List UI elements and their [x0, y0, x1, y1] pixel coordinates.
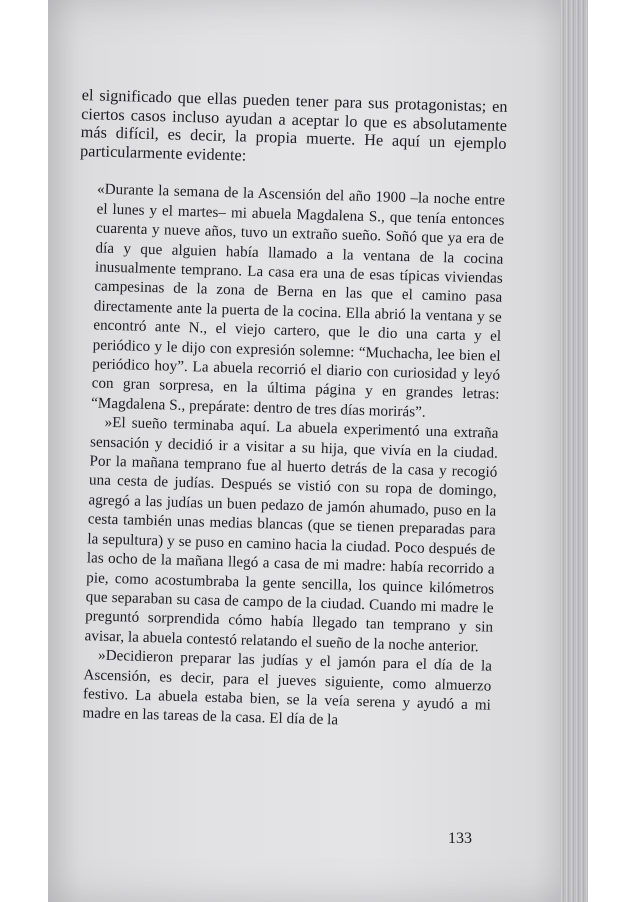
quote-paragraph: »Decidieron preparar las judías y el jamón para el día de la Ascensión, es decir, para el jueves siguiente, como almuerzo festivo. La abuela estaba bien, se la veía serena y ayudó a mi madre en las tareas de la casa. El día de la — [82, 647, 493, 729]
page-stack-edge — [560, 0, 588, 902]
page-number: 133 — [448, 830, 472, 847]
page-text — [64, 86, 508, 735]
intro-text: el significado que ellas pueden tener para sus protagonistas; en ciertos casos incluso ayudan a aceptar lo que es absolutamente más difícil, es decir, la propia muerte. He aquí un ejemplo particularmente evidente: — [79, 86, 508, 165]
quote-paragraph: «Durante la semana de la Ascensión del año 1900 –la noche entre el lunes y el martes– mi abuela Magdalena S., que tenía entonces cuarenta y nueve años, tuvo un extraño sueño. Soñó que ya era de día y que alguien había llamado a la ventana de la cocina inusualmente temprano. La casa era una de esas típicas viviendas campesinas de la zona de Berna en las que el camino pasa directamente ante la puerta de la cocina. Ella abrió la ventana y se encontró ante N., el viejo cartero, que le dio una carta y el periódico y le dijo con expresión solemne: “Muchacha, lee bien el periódico hoy”. La abuela recorrió el diario con curiosidad y leyó con gran sorpresa, en la última página y en grandes letras: “Magdalena S., prepárate: dentro de tres días morirás”. — [90, 181, 506, 421]
quote-paragraph: »El sueño terminaba aquí. La abuela experimentó una extraña sensación y decidió ir a visitar a su hija, que vivía en la ciudad. Por la mañana temprano fue al huerto detrás de la casa y recogió una cesta de judías. Después se vistió con su ropa de domingo, agregó a las judías un buen pedazo de jamón ahumado, puso en la cesta también unas medias blancas (que se tienen preparadas para la sepultura) y se puso en camino hacia la ciudad. Poco después de las ocho de la mañana llegó a casa de mi madre: había recorrido a pie, como acostumbraba la gente sencilla, los quince kilómetros que separaban su casa de campo de la ciudad. Cuando mi madre le preguntó sorprendida cómo había llegado tan temprano y sin avisar, la abuela contestó relatando el sueño de la noche anterior. — [84, 415, 499, 656]
quoted-testimony — [64, 180, 505, 735]
intro-paragraph — [80, 86, 508, 172]
